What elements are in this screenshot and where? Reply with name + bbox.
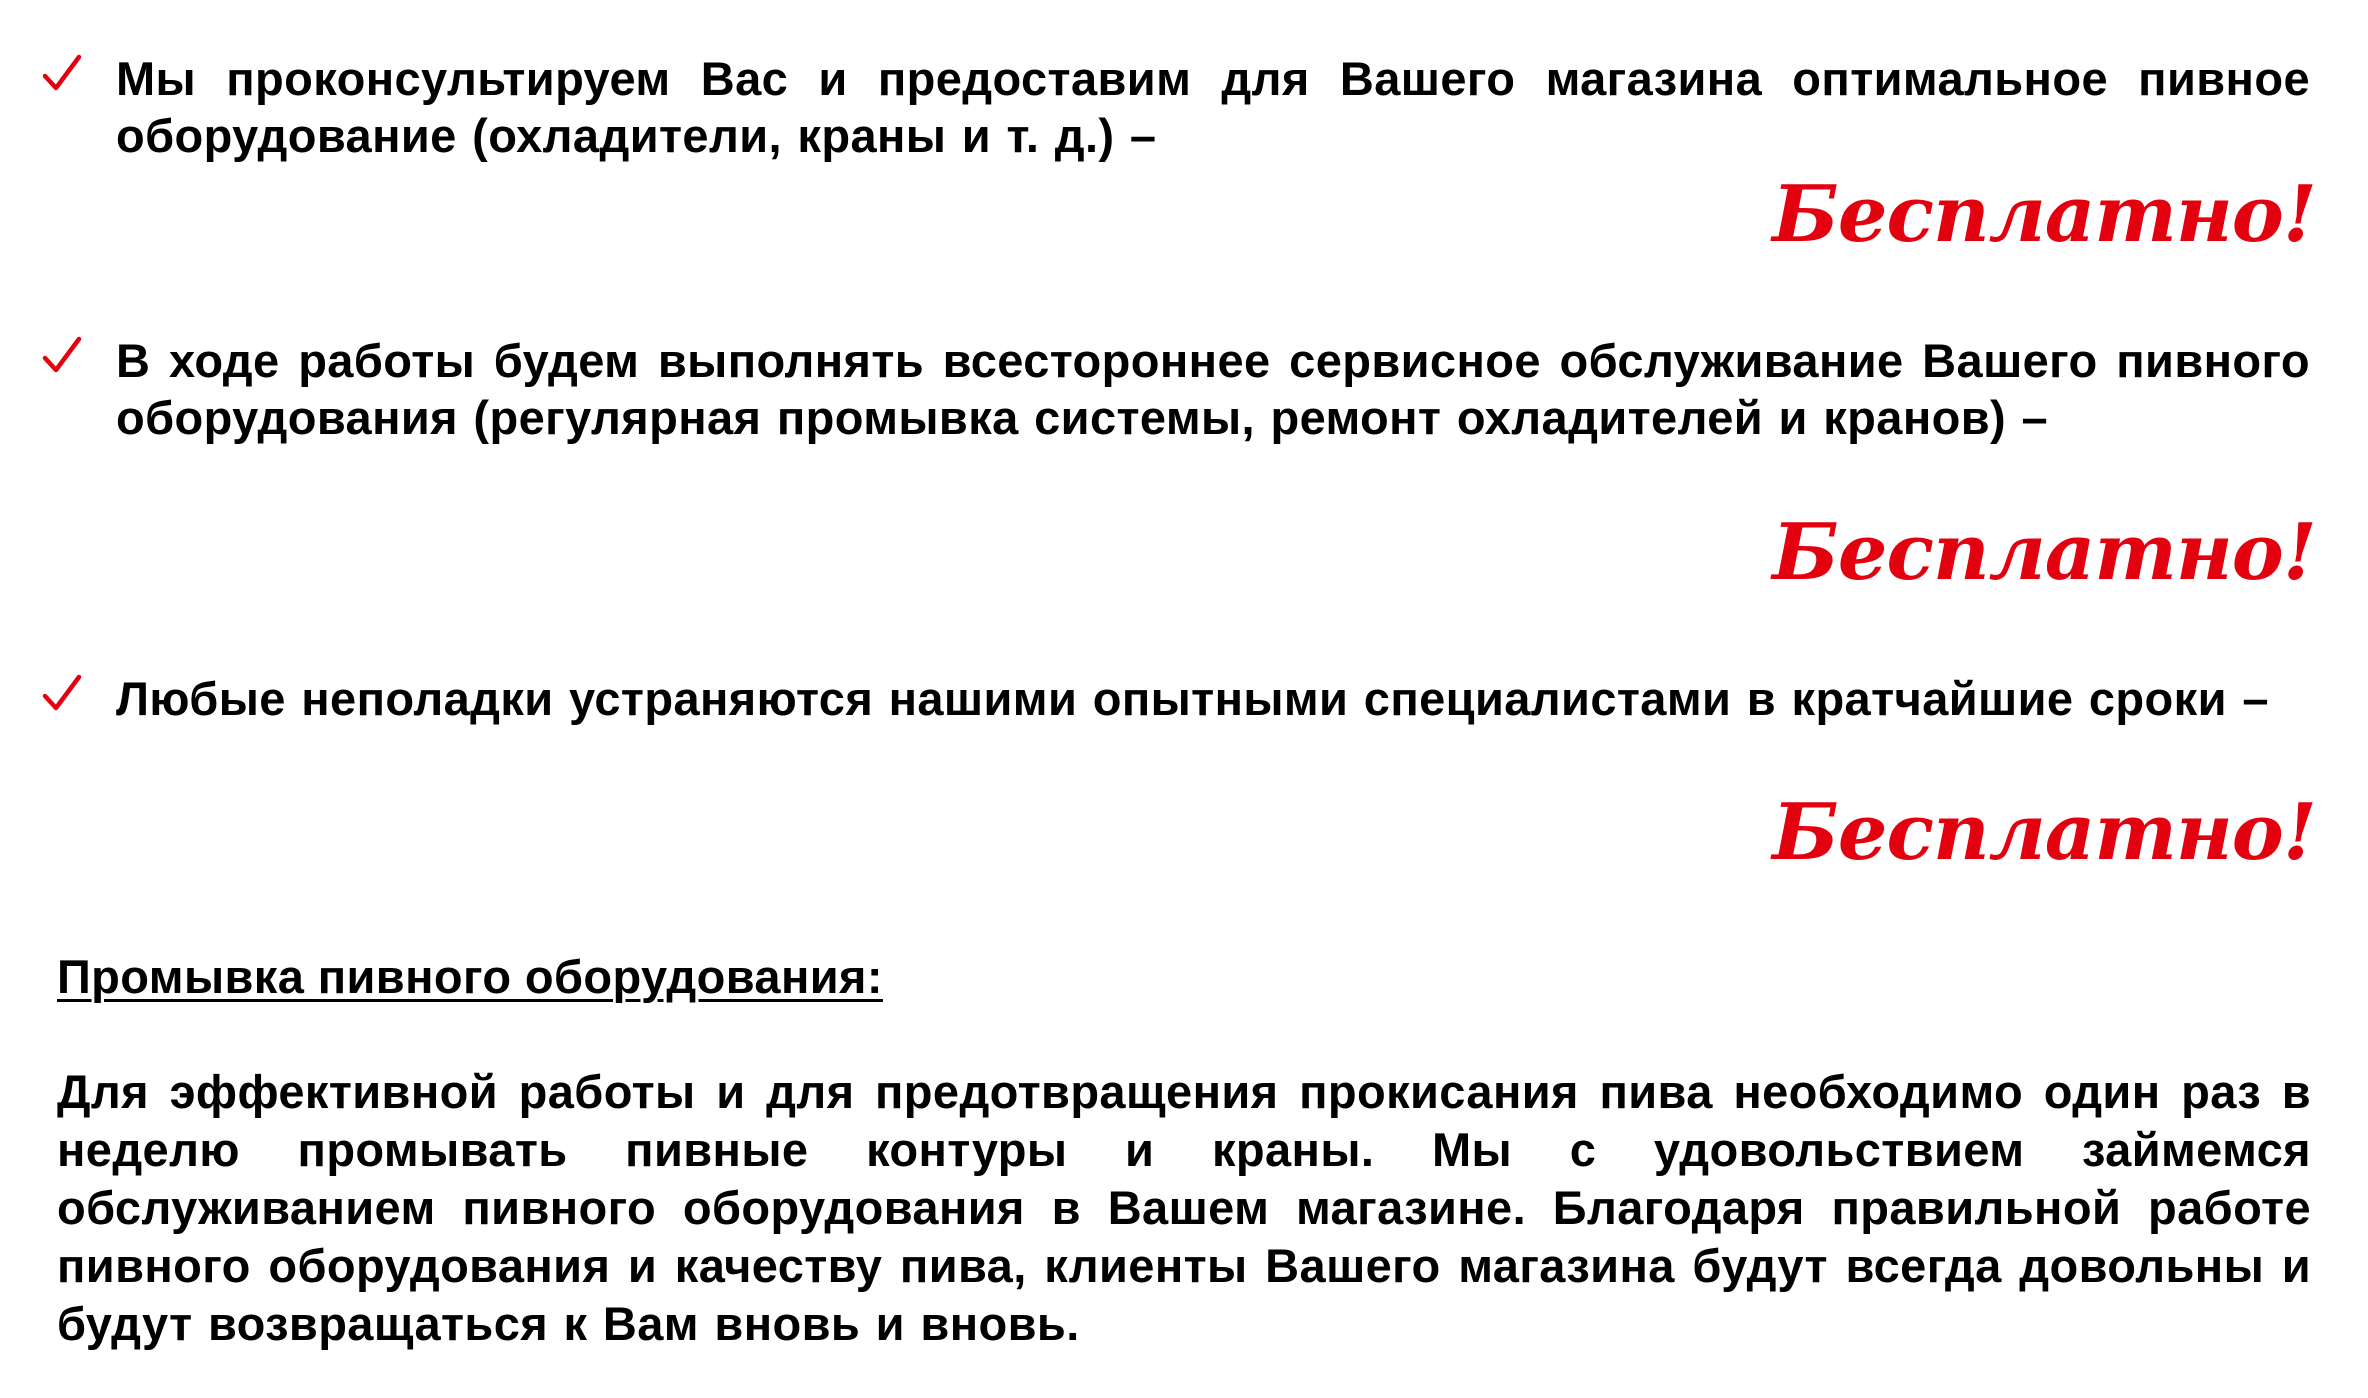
- bullet-item-consultation: [42, 50, 2312, 164]
- free-label: Бесплатно!: [1772, 787, 2316, 878]
- bullet-item-repairs: [42, 670, 2312, 727]
- free-label: Бесплатно!: [1772, 169, 2316, 260]
- checkmark-icon: [42, 52, 82, 96]
- bullet-text: В ходе работы будем выполнять всестороннее сервисное обслуживание Вашего пивного оборудования (регулярная промывка системы, ремонт охладителей и кранов) –: [116, 334, 2310, 444]
- checkmark-icon: [42, 672, 82, 716]
- section-title: Промывка пивного оборудования:: [57, 950, 883, 1003]
- checkmark-icon: [42, 334, 82, 378]
- section-paragraph: Для эффективной работы и для предотвращения прокисания пива необходимо один раз в неделю промывать пивные контуры и краны. Мы с удовольствием займемся обслуживанием пивного оборудования в Вашем магазине. Благодаря правильной работе пивного оборудования и качеству пива, клиенты Вашего магазина будут всегда довольны и будут возвращаться к Вам вновь и вновь.: [57, 1065, 2311, 1350]
- bullet-item-service: [42, 332, 2312, 446]
- free-label: Бесплатно!: [1772, 507, 2316, 598]
- bullet-text: Мы проконсультируем Вас и предоставим для Вашего магазина оптимальное пивное оборудование (охладители, краны и т. д.) –: [116, 52, 2310, 162]
- bullet-text: Любые неполадки устраняются нашими опытными специалистами в кратчайшие сроки –: [116, 672, 2269, 725]
